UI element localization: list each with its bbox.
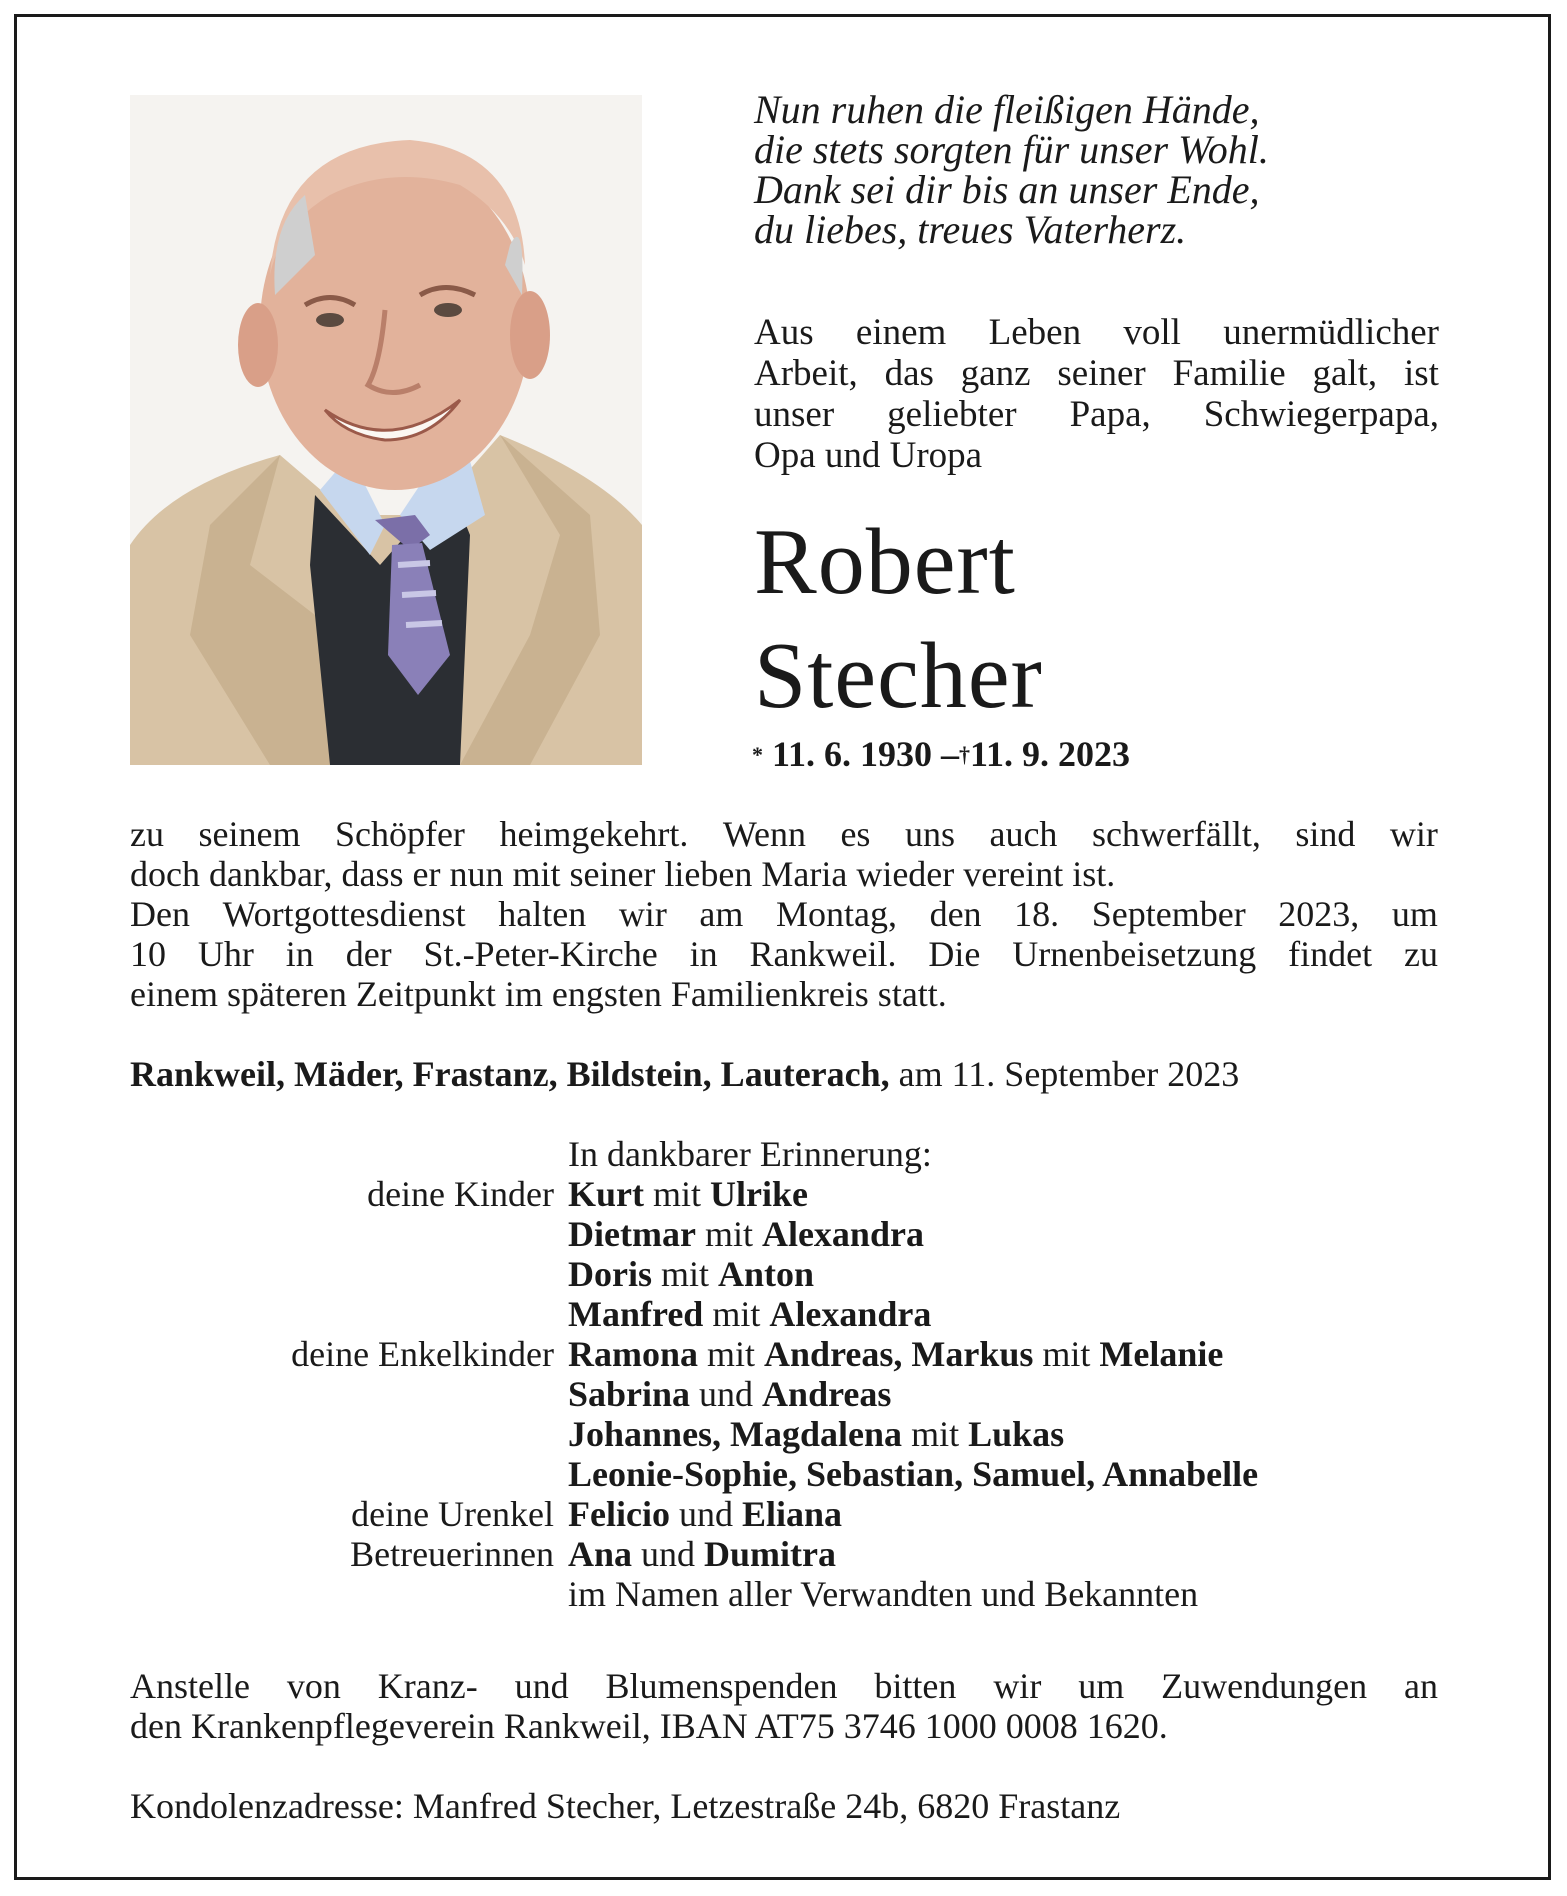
word: auch [989, 814, 1058, 854]
word: von [286, 1666, 341, 1706]
grandchild-name: Johannes, Magdalena [568, 1414, 903, 1454]
word: Anstelle [130, 1666, 250, 1706]
family-row [130, 1134, 1450, 1174]
word: Rankweil. [749, 934, 897, 974]
word: schwerfällt, [1091, 814, 1261, 854]
text-line: doch dankbar, dass er nun mit seiner lieben Maria wieder vereint ist. [130, 854, 1116, 894]
birth-date: 11. 6. 1930 [772, 734, 933, 774]
word: unermüdlicher [1223, 312, 1439, 353]
intro-line: Opa und Uropa [754, 435, 983, 476]
word: der [345, 934, 392, 974]
word: Leben [988, 312, 1082, 353]
conjunction: mit [1042, 1334, 1091, 1374]
family-closing: im Namen aller Verwandten und Bekannten [568, 1574, 1199, 1614]
word: 2023, [1278, 894, 1360, 934]
word: bitten [874, 1666, 957, 1706]
partner-name: Andreas [762, 1374, 892, 1414]
conjunction: mit [661, 1254, 710, 1294]
family-row [130, 1574, 1450, 1614]
conjunction: und [699, 1374, 754, 1414]
grandchildren-label: deine Enkelkinder [291, 1334, 554, 1374]
donation-note [130, 1666, 1438, 1746]
condolence-address: Kondolenzadresse: Manfred Stecher, Letzestraße 24b, 6820 Frastanz [130, 1786, 1121, 1826]
word: 18. [1014, 894, 1060, 934]
word: seiner [1057, 353, 1146, 394]
caregivers-label: Betreuerinnen [350, 1534, 554, 1574]
partner-name: Lukas [968, 1414, 1065, 1454]
word: ist [1403, 353, 1439, 394]
word: das [884, 353, 934, 394]
word: Schöpfer [334, 814, 465, 854]
family-row [130, 1414, 1450, 1454]
text-line: den Krankenpflegeverein Rankweil, IBAN AT75 3746 1000 0008 1620. [130, 1706, 1168, 1746]
poem-line: Dank sei dir bis an unser Ende, [754, 167, 1260, 212]
word: Arbeit, [754, 353, 858, 394]
word: es [840, 814, 871, 854]
word: halten [498, 894, 587, 934]
grandchild-names: Leonie-Sophie, Sebastian, Samuel, Annabelle [568, 1454, 1259, 1494]
conjunction: mit [704, 1214, 753, 1254]
conjunction: und [678, 1494, 733, 1534]
word: Blumenspenden [605, 1666, 838, 1706]
deceased-name [754, 505, 1043, 733]
last-name: Stecher [754, 624, 1043, 728]
death-symbol: † [959, 742, 971, 767]
text-line [130, 814, 1438, 854]
partner-name: Ulrike [710, 1174, 808, 1214]
birth-symbol: * [752, 742, 763, 767]
word: Die [928, 934, 981, 974]
word: Urnenbeisetzung [1012, 934, 1257, 974]
word: 10 [130, 934, 166, 974]
portrait-illustration [130, 95, 642, 765]
conjunction: und [641, 1534, 696, 1574]
partner-name: Alexandra [769, 1294, 932, 1334]
word: September [1091, 894, 1246, 934]
child-name: Doris [568, 1254, 652, 1294]
word: Zuwendungen [1161, 1666, 1368, 1706]
family-list [130, 1134, 1450, 1614]
word: an [1404, 1666, 1438, 1706]
word: Montag, [775, 894, 897, 934]
family-row [130, 1334, 1450, 1374]
word: wir [618, 894, 667, 934]
children-label: deine Kinder [367, 1174, 554, 1214]
text-line [130, 934, 1438, 974]
word: unser [754, 394, 835, 435]
word: seinem [198, 814, 301, 854]
caregiver-name: Dumitra [704, 1534, 837, 1574]
word: ganz [960, 353, 1031, 394]
word: findet [1288, 934, 1373, 974]
conjunction: mit [653, 1174, 702, 1214]
poem [754, 87, 1454, 252]
intro-paragraph [754, 312, 1439, 476]
word: Wenn [722, 814, 806, 854]
life-dates [752, 734, 1130, 779]
great-grandchild-name: Felicio [568, 1494, 670, 1534]
family-row [130, 1494, 1450, 1534]
family-row [130, 1214, 1450, 1254]
notice-date: am 11. September 2023 [898, 1054, 1240, 1094]
conjunction: mit [911, 1414, 960, 1454]
partner-name: Anton [718, 1254, 815, 1294]
family-heading: In dankbarer Erinnerung: [568, 1134, 932, 1174]
text-line [130, 1666, 1438, 1706]
word: in [689, 934, 718, 974]
text-line: einem späteren Zeitpunkt im engsten Familienkreis statt. [130, 974, 947, 1014]
word: Kranz- [377, 1666, 478, 1706]
family-row [130, 1454, 1450, 1494]
word: in [285, 934, 314, 974]
great-grandchild-name: Eliana [741, 1494, 842, 1534]
great-grandchildren-label: deine Urenkel [351, 1494, 554, 1534]
word: St.-Peter-Kirche [423, 934, 658, 974]
word: Papa, [1069, 394, 1151, 435]
word: wir [1389, 814, 1438, 854]
word: Familie [1172, 353, 1286, 394]
word: und [514, 1666, 569, 1706]
intro-line [754, 353, 1439, 394]
word: den [929, 894, 982, 934]
word: einem [855, 312, 947, 353]
word: wir [993, 1666, 1042, 1706]
child-name: Kurt [568, 1174, 644, 1214]
word: Uhr [197, 934, 254, 974]
first-name: Robert [754, 510, 1016, 614]
date-separator: – [941, 734, 960, 774]
partner-name: Alexandra [761, 1214, 924, 1254]
word: geliebter [887, 394, 1017, 435]
place-and-date [130, 1054, 1438, 1094]
word: Wortgottesdienst [222, 894, 466, 934]
towns: Rankweil, Mäder, Frastanz, Bildstein, Lauterach, [130, 1054, 890, 1094]
word: voll [1123, 312, 1181, 353]
conjunction: mit [707, 1334, 756, 1374]
announcement-text [130, 814, 1438, 1014]
partner-name: Melanie [1099, 1334, 1224, 1374]
text-line [130, 894, 1438, 934]
grandchild-name: Andreas, Markus [764, 1334, 1034, 1374]
word: galt, [1312, 353, 1378, 394]
word: um [1078, 1666, 1125, 1706]
portrait-photo [130, 95, 642, 765]
conjunction: mit [712, 1294, 761, 1334]
poem-line: Nun ruhen die fleißigen Hände, [754, 87, 1260, 132]
family-row [130, 1374, 1450, 1414]
grandchild-name: Ramona [568, 1334, 699, 1374]
death-date: 11. 9. 2023 [970, 734, 1131, 774]
word: am [699, 894, 744, 934]
family-row [130, 1534, 1450, 1574]
family-row [130, 1174, 1450, 1214]
child-name: Manfred [568, 1294, 704, 1334]
family-row [130, 1254, 1450, 1294]
word: sind [1295, 814, 1356, 854]
poem-line: du liebes, treues Vaterherz. [754, 207, 1187, 252]
word: um [1391, 894, 1438, 934]
poem-line: die stets sorgten für unser Wohl. [754, 127, 1269, 172]
word: uns [904, 814, 955, 854]
intro-line [754, 312, 1439, 353]
word: heimgekehrt. [499, 814, 689, 854]
word: zu [1403, 934, 1438, 974]
word: zu [130, 814, 164, 854]
grandchild-name: Sabrina [568, 1374, 691, 1414]
family-row [130, 1294, 1450, 1334]
intro-line [754, 394, 1439, 435]
word: Schwiegerpapa, [1203, 394, 1439, 435]
child-name: Dietmar [568, 1214, 696, 1254]
caregiver-name: Ana [568, 1534, 633, 1574]
word: Den [130, 894, 190, 934]
word: Aus [754, 312, 814, 353]
